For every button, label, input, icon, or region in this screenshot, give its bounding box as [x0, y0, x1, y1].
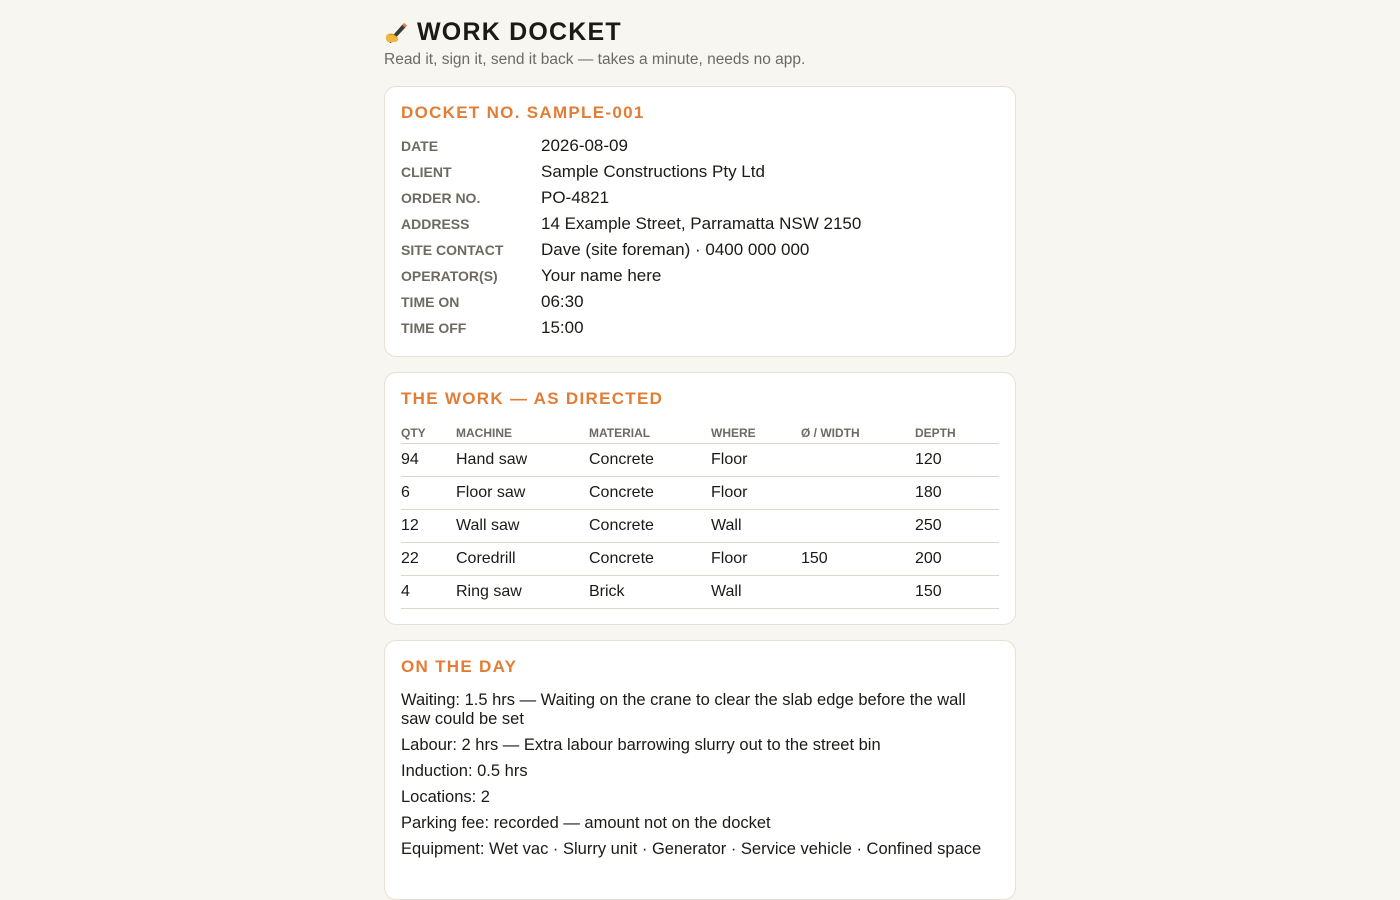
cell-where: Wall: [711, 509, 801, 542]
cell-where: Wall: [711, 575, 801, 608]
column-header-width: Ø / WIDTH: [801, 421, 915, 443]
cell-depth: 150: [915, 575, 999, 608]
detail-row-address: [401, 211, 999, 237]
detail-value: 2026-08-09: [541, 136, 628, 155]
table-row: [401, 443, 999, 476]
table-row: [401, 509, 999, 542]
detail-label: TIME OFF: [401, 320, 467, 336]
detail-row-time-off: [401, 315, 999, 341]
detail-row-time-on: [401, 289, 999, 315]
cell-depth: 200: [915, 542, 999, 575]
on-the-day-card: [384, 640, 1016, 900]
detail-label: DATE: [401, 138, 439, 154]
detail-value: 15:00: [541, 318, 584, 337]
detail-label: OPERATOR(S): [401, 268, 498, 284]
table-row: [401, 575, 999, 608]
cell-width: 150: [801, 542, 915, 575]
detail-value: Dave (site foreman) · 0400 000 000: [541, 240, 810, 259]
detail-value: Sample Constructions Pty Ltd: [541, 162, 765, 181]
detail-value: 06:30: [541, 292, 584, 311]
list-item: Labour: 2 hrs — Extra labour barrowing slurry out to the street bin: [401, 736, 881, 754]
list-item: Locations: 2: [401, 788, 490, 806]
cell-width: [801, 509, 915, 542]
writing-hand-icon: [384, 20, 409, 45]
list-item: Equipment: Wet vac · Slurry unit · Generator · Service vehicle · Confined space: [401, 840, 982, 858]
page-title: [384, 17, 1016, 47]
column-header-qty: QTY: [401, 421, 456, 443]
cell-width: [801, 575, 915, 608]
page-title-text: WORK DOCKET: [417, 17, 622, 46]
cell-where: Floor: [711, 476, 801, 509]
column-header-depth: DEPTH: [915, 421, 999, 443]
detail-row-operators: [401, 263, 999, 289]
column-header-machine: MACHINE: [456, 421, 589, 443]
detail-label: ADDRESS: [401, 216, 470, 232]
cell-machine: Hand saw: [456, 443, 589, 476]
cell-machine: Coredrill: [456, 542, 589, 575]
page-subtitle: Read it, sign it, send it back — takes a minute, needs no app.: [384, 51, 806, 68]
cell-material: Brick: [589, 575, 711, 608]
cell-material: Concrete: [589, 443, 711, 476]
on-the-day-list: [401, 691, 999, 859]
cell-machine: Floor saw: [456, 476, 589, 509]
on-the-day-heading: ON THE DAY: [401, 657, 518, 676]
cell-where: Floor: [711, 443, 801, 476]
cell-qty: 4: [401, 575, 456, 608]
detail-row-date: [401, 133, 999, 159]
detail-row-client: [401, 159, 999, 185]
work-table-header-row: [401, 421, 999, 443]
cell-material: Concrete: [589, 509, 711, 542]
work-heading: THE WORK — AS DIRECTED: [401, 389, 664, 408]
cell-qty: 94: [401, 443, 456, 476]
detail-row-order-no: [401, 185, 999, 211]
list-item: Induction: 0.5 hrs: [401, 762, 528, 780]
detail-value: 14 Example Street, Parramatta NSW 2150: [541, 214, 862, 233]
detail-row-site-contact: [401, 237, 999, 263]
table-row: [401, 476, 999, 509]
cell-width: [801, 476, 915, 509]
cell-machine: Wall saw: [456, 509, 589, 542]
cell-material: Concrete: [589, 542, 711, 575]
cell-depth: 120: [915, 443, 999, 476]
detail-label: ORDER NO.: [401, 190, 481, 206]
cell-depth: 250: [915, 509, 999, 542]
detail-value: Your name here: [541, 266, 662, 285]
cell-width: [801, 443, 915, 476]
list-item: Waiting: 1.5 hrs — Waiting on the crane to clear the slab edge before the wall saw could be set: [401, 691, 966, 728]
column-header-material: MATERIAL: [589, 421, 711, 443]
list-item: Parking fee: recorded — amount not on the docket: [401, 814, 771, 832]
detail-label: TIME ON: [401, 294, 460, 310]
docket-details-list: [401, 133, 999, 341]
docket-number-heading: DOCKET NO. SAMPLE-001: [401, 103, 645, 122]
table-row: [401, 542, 999, 575]
docket-page: [384, 0, 1016, 900]
detail-label: SITE CONTACT: [401, 242, 504, 258]
cell-where: Floor: [711, 542, 801, 575]
cell-machine: Ring saw: [456, 575, 589, 608]
work-card: [384, 372, 1016, 625]
cell-qty: 6: [401, 476, 456, 509]
cell-qty: 22: [401, 542, 456, 575]
cell-depth: 180: [915, 476, 999, 509]
detail-value: PO-4821: [541, 188, 610, 207]
work-table: [401, 421, 999, 609]
docket-details-card: [384, 86, 1016, 357]
cell-qty: 12: [401, 509, 456, 542]
detail-label: CLIENT: [401, 164, 452, 180]
column-header-where: WHERE: [711, 421, 801, 443]
cell-material: Concrete: [589, 476, 711, 509]
